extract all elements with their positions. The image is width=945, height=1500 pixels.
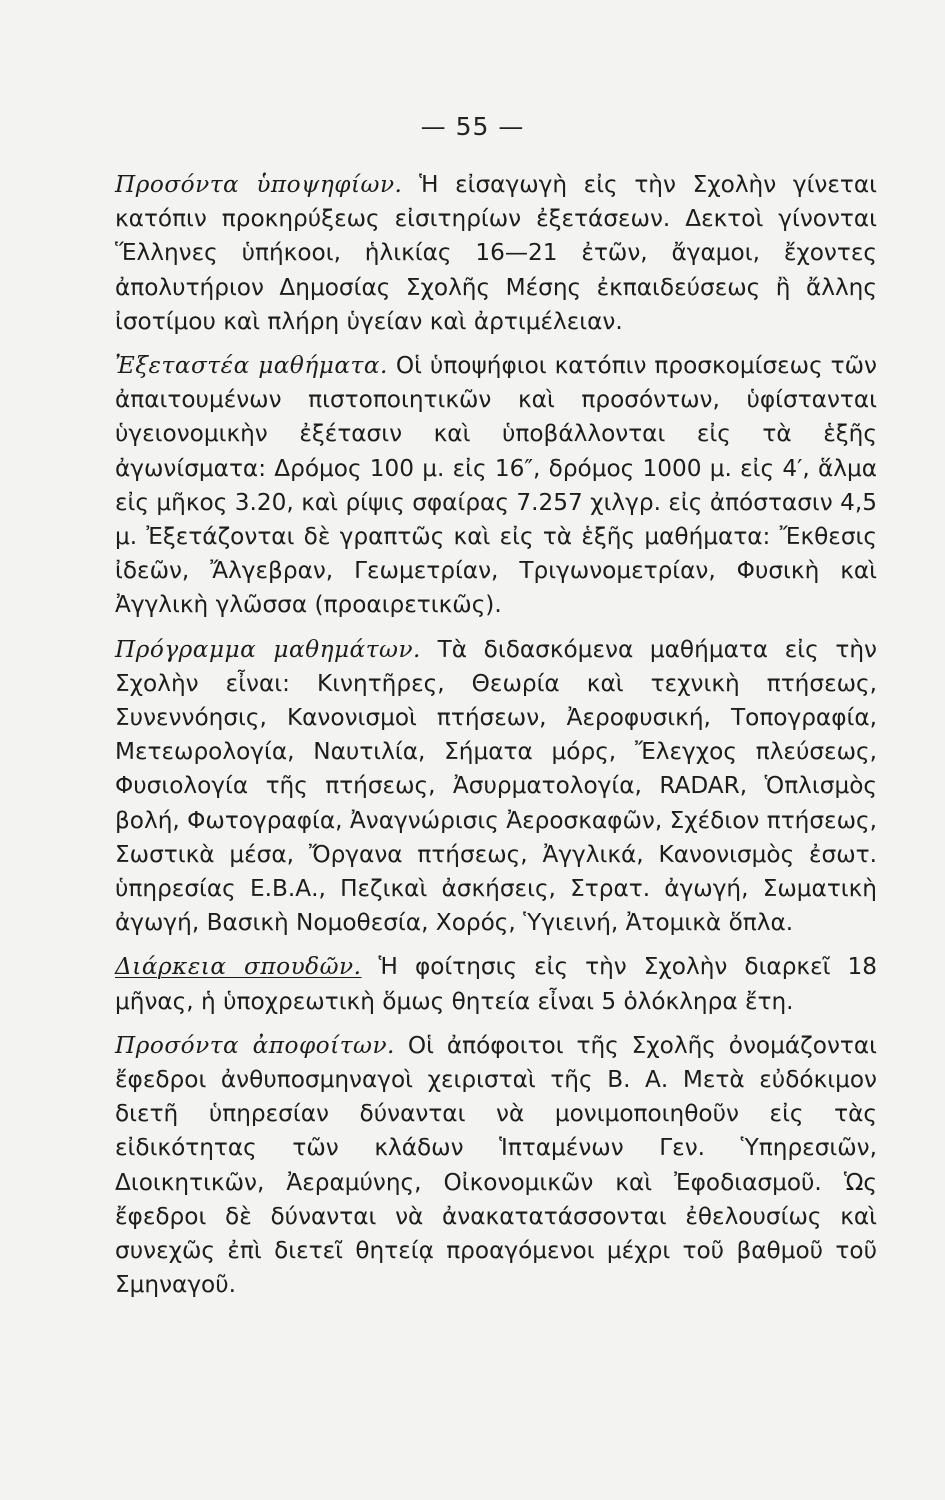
section-candidate-qualifications [115,168,877,339]
section-text: Οἱ ἀπόφοιτοι τῆς Σχολῆς ὀνομάζονται ἔφεδροι ἀνθυποσμηναγοὶ χειρισταὶ τῆς Β. Α. Μετὰ εὐδόκιμον διετῆ ὑπηρεσίαν δύνανται νὰ μονιμοποιηθοῦν εἰς τὰς εἰδικότητας τῶν κλάδων Ἱπταμένων Γεν. Ὑπηρεσιῶν, Διοικητικῶν, Ἀεραμύνης, Οἰκονομικῶν καὶ Ἐφοδιασμοῦ. Ὡς ἔφεδροι δὲ δύνανται νὰ ἀνακατατάσσονται ἐθελουσίως καὶ συνεχῶς ἐπὶ διετεῖ θητείᾳ προαγόμενοι μέχρι τοῦ βαθμοῦ τοῦ Σμηναγοῦ. [115,1031,877,1299]
section-graduate-qualifications [115,1029,877,1303]
section-text: Οἱ ὑποψήφιοι κατόπιν προσκομίσεως τῶν ἀπαιτουμένων πιστοποιητικῶν καὶ προσόντων, ὑφίστανται ὑγειονομικὴν ἐξέτασιν καὶ ὑποβάλλονται εἰς τὰ ἑξῆς ἀγωνίσματα: Δρόμος 100 μ. εἰς 16″, δρόμος 1000 μ. εἰς 4′, ἅλμα εἰς μῆκος 3.20, καὶ ρίψις σφαίρας 7.257 χιλγρ. εἰς ἀπόστασιν 4,5 μ. Ἐξετάζονται δὲ γραπτῶς καὶ εἰς τὰ ἑξῆς μαθήματα: Ἔκθεσις ἰδεῶν, Ἄλγεβραν, Γεωμετρίαν, Τριγωνομετρίαν, Φυσικὴ καὶ Ἀγγλικὴ γλῶσσα (προαιρετικῶς). [115,352,877,619]
section-heading: Προσόντα ἀποφοίτων. [115,1031,395,1059]
section-text: Ἡ εἰσαγωγὴ εἰς τὴν Σχολὴν γίνεται κατόπιν προκηρύξεως εἰσιτηρίων ἐξετάσεων. Δεκτοὶ γίνονται Ἕλληνες ὑπήκοοι, ἡλικίας 16—21 ἐτῶν, ἄγαμοι, ἔχοντες ἀπολυτήριον Δημοσίας Σχολῆς Μέσης ἐκπαιδεύσεως ἢ ἄλλης ἰσοτίμου καὶ πλήρη ὑγείαν καὶ ἀρτιμέλειαν. [115,171,877,335]
section-text: Τὰ διδασκόμενα μαθήματα εἰς τὴν Σχολὴν εἶναι: Κινητῆρες, Θεωρία καὶ τεχνικὴ πτήσεως, Συνεννόησις, Κανονισμοὶ πτήσεων, Ἀεροφυσική, Τοπογραφία, Μετεωρολογία, Ναυτιλία, Σήματα μόρς, Ἔλεγχος πλεύσεως, Φυσιολογία τῆς πτήσεως, Ἀσυρματολογία, RADAR, Ὁπλισμὸς βολή, Φωτογραφία, Ἀναγνώρισις Ἀεροσκαφῶν, Σχέδιον πτήσεως, Σωστικὰ μέσα, Ὄργανα πτήσεως, Ἀγγλικά, Κανονισμὸς ἐσωτ. ὑπηρεσίας Ε.Β.Α., Πεζικαὶ ἀσκήσεις, Στρατ. ἀγωγή, Σωματικὴ ἀγωγή, Βασικὴ Νομοθεσία, Χορός, Ὑγιεινή, Ἀτομικὰ ὅπλα. [115,635,877,937]
section-examination-subjects [115,349,877,623]
page-number: — 55 — [420,112,525,141]
section-heading: Διάρκεια σπουδῶν. [115,953,362,981]
section-heading: Πρόγραμμα μαθημάτων. [115,635,421,663]
section-study-duration [115,950,877,1018]
body-text [115,168,877,1305]
section-text: Ἡ φοίτησις εἰς τὴν Σχολὴν διαρκεῖ 18 μῆνας, ἡ ὑποχρεωτικὴ ὅμως θητεία εἶναι 5 ὁλόκληρα ἔτη. [115,953,877,1015]
section-course-program [115,633,877,941]
section-heading: Ἐξεταστέα μαθήματα. [115,352,388,380]
section-heading: Προσόντα ὑποψηφίων. [115,171,403,198]
